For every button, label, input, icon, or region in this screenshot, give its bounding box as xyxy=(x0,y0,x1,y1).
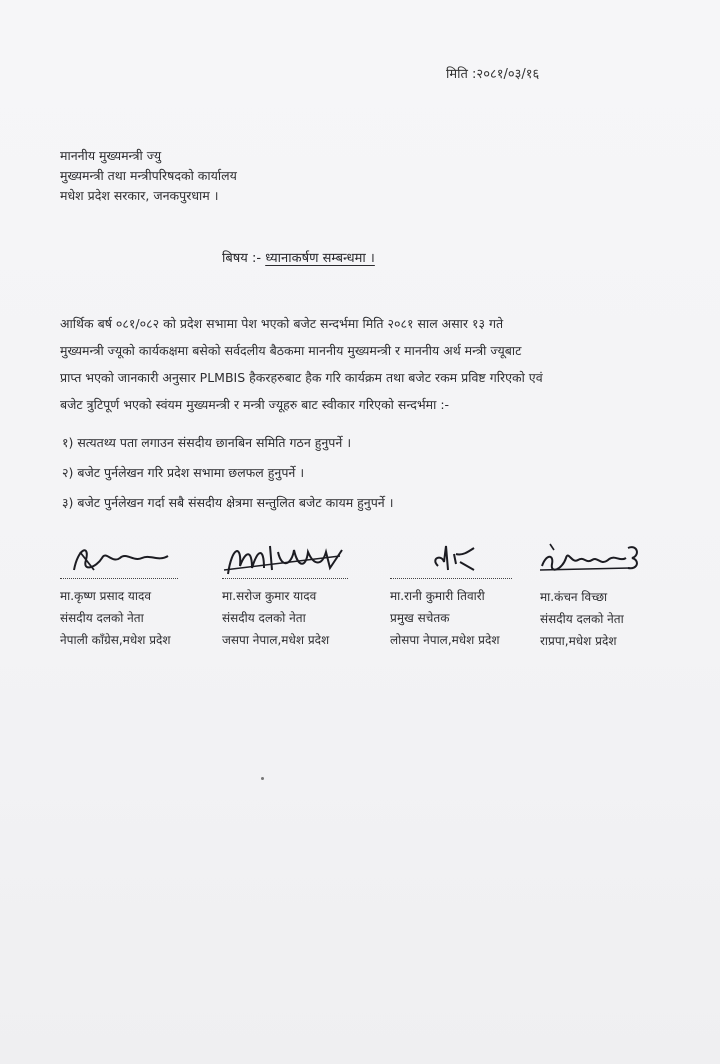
letter-body xyxy=(60,310,660,418)
body-line: बजेट त्रुटिपूर्ण भएको स्वंयम मुख्यमन्त्री र मन्त्री ज्यूहरु बाट स्वीकार गरिएको सन्दर्भमा :- xyxy=(60,397,450,412)
handwritten-signature-4 xyxy=(540,540,650,578)
signatory-role: संसदीय दलको नेता xyxy=(60,611,144,625)
signature-block-4 xyxy=(540,540,710,652)
letter-date: मिति :२०८१/०३/१६ xyxy=(446,67,540,82)
subject-text: ध्यानाकर्षण सम्बन्धमा । xyxy=(265,251,375,266)
signatory-role: संसदीय दलको नेता xyxy=(222,611,306,625)
paper-speck xyxy=(261,777,264,780)
signatory-name: मा.कंचन विच्छा xyxy=(540,590,608,604)
signatory-party: नेपाली काँग्रेस,मधेश प्रदेश xyxy=(60,633,171,647)
addressee-line: माननीय मुख्यमन्त्री ज्यु xyxy=(60,148,162,163)
addressee-line: मुख्यमन्त्री तथा मन्त्रीपरिषदको कार्यालय xyxy=(60,168,237,183)
signatory-name: मा.रानी कुमारी तिवारी xyxy=(390,589,485,603)
signature-block-3 xyxy=(390,540,560,651)
signatory-name: मा.कृष्ण प्रसाद यादव xyxy=(60,589,152,603)
body-line: मुख्यमन्त्री ज्यूको कार्यकक्षमा बसेको सर्वदलीय बैठकमा माननीय मुख्यमन्त्री र माननीय अर्थ मन्त्री ज्यूबाट xyxy=(60,343,522,358)
body-line: प्राप्त भएको जानकारी अनुसार PLMBIS हैकरहरुबाट हैक गरि कार्यक्रम तथा बजेट रकम प्रविष्ट गरिएको एवं xyxy=(60,370,543,385)
signatory-role: प्रमुख सचेतक xyxy=(390,611,450,625)
signatory-party: जसपा नेपाल,मधेश प्रदेश xyxy=(222,633,330,647)
demand-item: १) सत्यतथ्य पता लगाउन संसदीय छानबिन समिति गठन हुनुपर्ने । xyxy=(62,435,352,450)
signature-block-2 xyxy=(222,540,392,651)
handwritten-signature-1 xyxy=(60,540,180,578)
handwritten-signature-2 xyxy=(222,540,352,578)
signatory-party: लोसपा नेपाल,मधेश प्रदेश xyxy=(390,633,500,647)
body-line: आर्थिक बर्ष ०८१/०८२ को प्रदेश सभामा पेश भएको बजेट सन्दर्भमा मिति २०८१ साल असार १३ गते xyxy=(60,316,504,331)
signature-block-1 xyxy=(60,540,230,651)
signatory-name: मा.सरोज कुमार यादव xyxy=(222,589,317,603)
addressee-block xyxy=(60,146,237,206)
demand-item: २) बजेट पुर्नलेखन गरि प्रदेश सभामा छलफल हुनुपर्ने । xyxy=(62,465,305,480)
demand-item: ३) बजेट पुर्नलेखन गर्दा सबै संसदीय क्षेत्रमा सन्तुलित बजेट कायम हुनुपर्ने । xyxy=(62,495,394,510)
subject-line xyxy=(222,248,375,266)
signatory-party: राप्रपा,मधेश प्रदेश xyxy=(540,634,617,648)
demand-list xyxy=(62,428,393,518)
handwritten-signature-3 xyxy=(390,540,520,578)
addressee-line: मधेश प्रदेश सरकार, जनकपुरधाम । xyxy=(60,188,219,203)
subject-label: बिषय :- xyxy=(222,251,262,266)
signatory-role: संसदीय दलको नेता xyxy=(540,612,624,626)
